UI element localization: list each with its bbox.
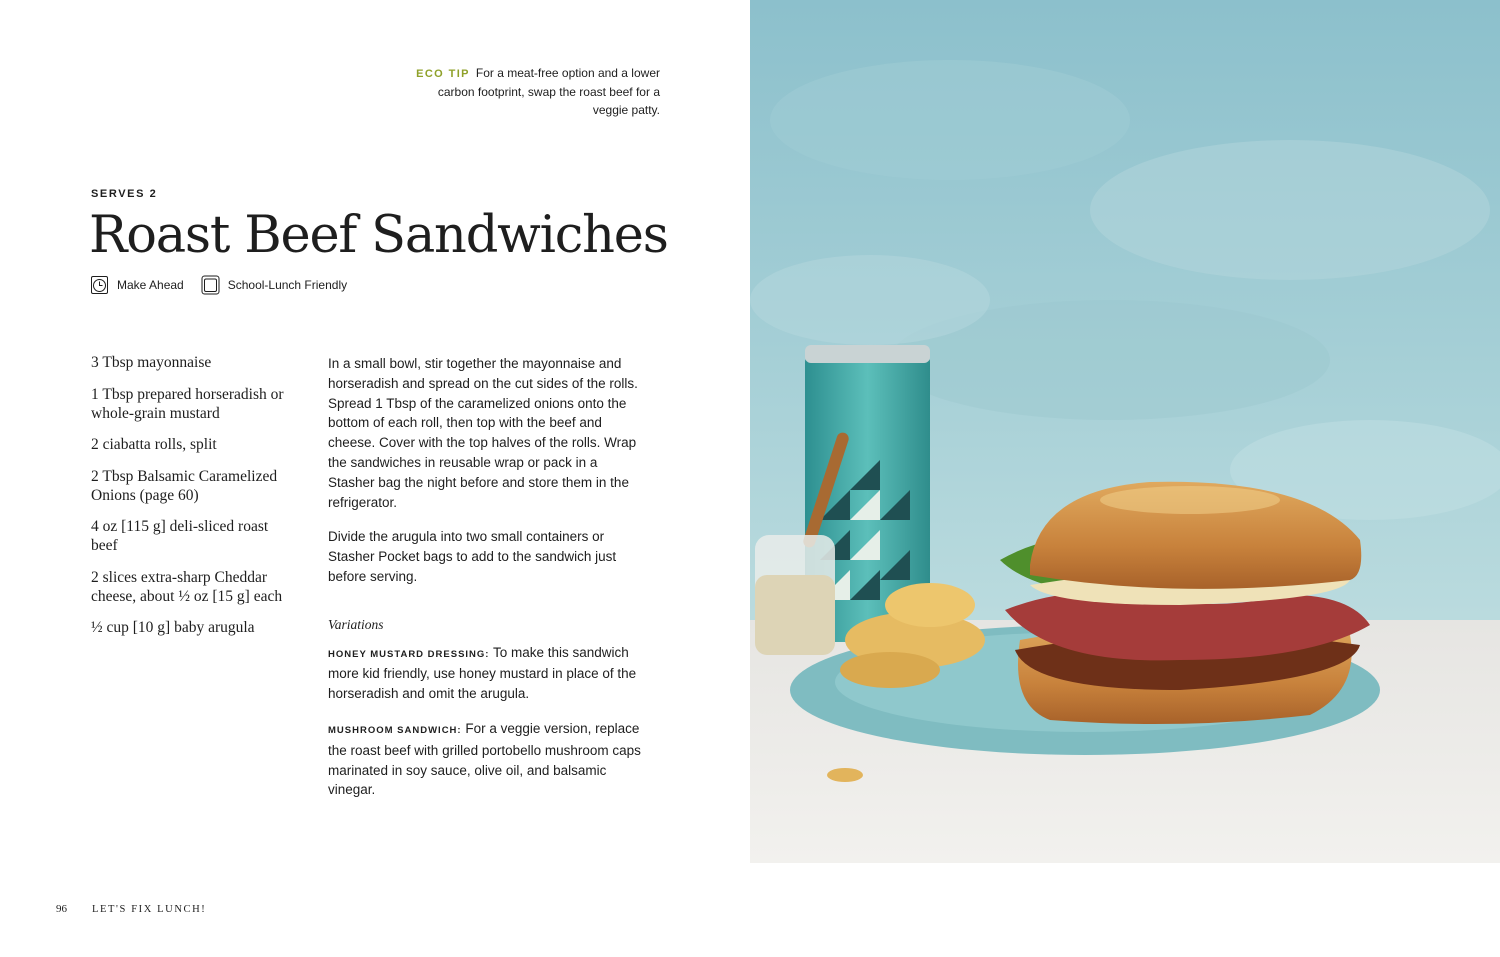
- recipe-title: Roast Beef Sandwiches: [89, 206, 668, 265]
- method-step: In a small bowl, stir together the mayonnaise and horseradish and spread on the cut sides of the rolls. Spread 1 Tbsp of the caramelized onions onto the bottom of each roll, then top with the beef and cheese. Cover with the top halves of the rolls. Wrap the sandwiches in reusable wrap or pack in a Stasher bag the night before and store them in the refrigerator.: [328, 356, 638, 510]
- method: [328, 354, 643, 815]
- eco-tip-text: For a meat-free option and a lower carbon footprint, swap the roast beef for a veggie patty.: [437, 66, 660, 117]
- serves-label: SERVES 2: [91, 188, 158, 200]
- lunchbox-icon: [201, 275, 220, 295]
- running-head: LET'S FIX LUNCH!: [92, 904, 207, 915]
- tag-make-ahead-label: Make Ahead: [117, 278, 184, 292]
- variation-text: For a veggie version, replace the roast beef with grilled portobello mushroom caps marinated in soy sauce, olive oil, and balsamic vinegar.: [328, 720, 641, 798]
- variations-heading: Variations: [328, 616, 384, 632]
- ingredient-list: [91, 353, 291, 650]
- variation-text: To make this sandwich more kid friendly, use honey mustard in place of the horseradish and omit the arugula.: [328, 644, 637, 702]
- page-number: 96: [56, 903, 67, 915]
- sandwich-illustration: [750, 0, 1500, 863]
- ingredient-item: 2 Tbsp Balsamic Caramelized Onions (page 60): [91, 467, 278, 504]
- ingredient-item: ½ cup [10 g] baby arugula: [91, 619, 255, 636]
- eco-tip: [400, 64, 660, 119]
- eco-tip-label: ECO TIP: [416, 68, 470, 80]
- variation-label: MUSHROOM SANDWICH:: [328, 724, 462, 736]
- ingredient-item: 2 slices extra-sharp Cheddar cheese, about ½ oz [15 g] each: [91, 568, 283, 605]
- clock-icon: [90, 275, 109, 295]
- sandwich-photo: [750, 0, 1500, 863]
- recipe-tags: [90, 275, 364, 295]
- method-step: Divide the arugula into two small containers or Stasher Pocket bags to add to the sandwich just before serving.: [328, 529, 617, 584]
- ingredient-item: 2 ciabatta rolls, split: [91, 436, 217, 453]
- variation-label: HONEY MUSTARD DRESSING:: [328, 648, 490, 660]
- variation-item: [328, 719, 643, 800]
- tag-school-lunch-label: School-Lunch Friendly: [227, 278, 348, 292]
- tag-make-ahead: [90, 275, 184, 295]
- ingredient-item: 4 oz [115 g] deli-sliced roast beef: [91, 518, 269, 554]
- page-footer: [56, 903, 206, 915]
- ingredient-item: 1 Tbsp prepared horseradish or whole-grain mustard: [91, 385, 284, 422]
- tag-school-lunch: [201, 275, 347, 295]
- ingredient-item: 3 Tbsp mayonnaise: [91, 354, 212, 371]
- variation-item: [328, 643, 643, 704]
